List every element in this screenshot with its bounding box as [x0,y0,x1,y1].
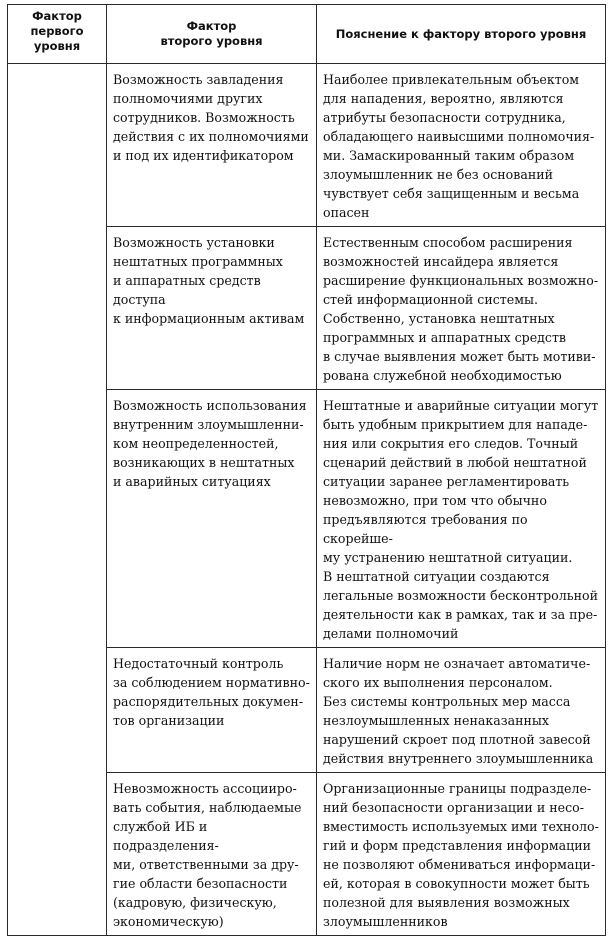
explanation-cell: Наличие норм не означает автоматиче- ского их выполнения персоналом. Без системы контрольных мер масса незлоумышленных ненаказанных нарушений скроет под плотной завесой действия внутреннего злоумышленника [317,648,606,773]
header-level2: Фактор второго уровня [107,5,317,64]
header-row [8,5,606,64]
explanation-cell: Наиболее привлекательным объектом для нападения, вероятно, являются атрибуты безопасности сотрудника, обладающего наивысшими полномочия- ми. Замаскированный таким образом злоумышленник не без оснований чувствует себя защищенным и весьма опасен [317,64,606,227]
factor-cell: Возможность завладения полномочиями других сотрудников. Возможность действия с их полномочиями и под их идентификатором [107,64,317,227]
factors-table [7,4,606,936]
page [7,4,605,936]
factor-cell: Недостаточный контроль за соблюдением нормативно- распорядительных докумен- тов организации [107,648,317,773]
level1-cell [8,64,107,936]
explanation-cell: Организационные границы подразделе- ний безопасности организации и несо- вместимость используемых ими техноло- гий и форм представления информации не позволяют обмениваться информаци- ей, которая в совокупности может быть полезной для выявления возможных злоумышленников [317,773,606,936]
factor-cell: Возможность использования внутренним злоумышленни- ком неопределенностей, возникающих в нештатных и аварийных ситуациях [107,390,317,648]
table-row [8,64,606,227]
header-level1: Фактор первого уровня [8,5,107,64]
header-explanation: Пояснение к фактору второго уровня [317,5,606,64]
factor-cell: Возможность установки нештатных программных и аппаратных средств доступа к информационным активам [107,227,317,390]
explanation-cell: Естественным способом расширения возможностей инсайдера является расширение функциональных возможно- стей информационной системы. Собственно, установка нештатных программных и аппаратных средств в случае выявления может быть мотиви- рована служебной необходимостью [317,227,606,390]
factor-cell: Невозможность ассоцииро- вать события, наблюдаемые службой ИБ и подразделения- ми, ответственными за дру- гие области безопасности (кадровую, физическую, экономическую) [107,773,317,936]
explanation-cell: Нештатные и аварийные ситуации могут быть удобным прикрытием для нападе- ния или сокрытия его следов. Точный сценарий действий в любой нештатной ситуации заранее регламентировать невозможно, при том что обычно предъявляются требования по скорейше- му устранению нештатной ситуации. В нештатной ситуации создаются легальные возможности бесконтрольной деятельности как в рамках, так и за пре- делами полномочий [317,390,606,648]
